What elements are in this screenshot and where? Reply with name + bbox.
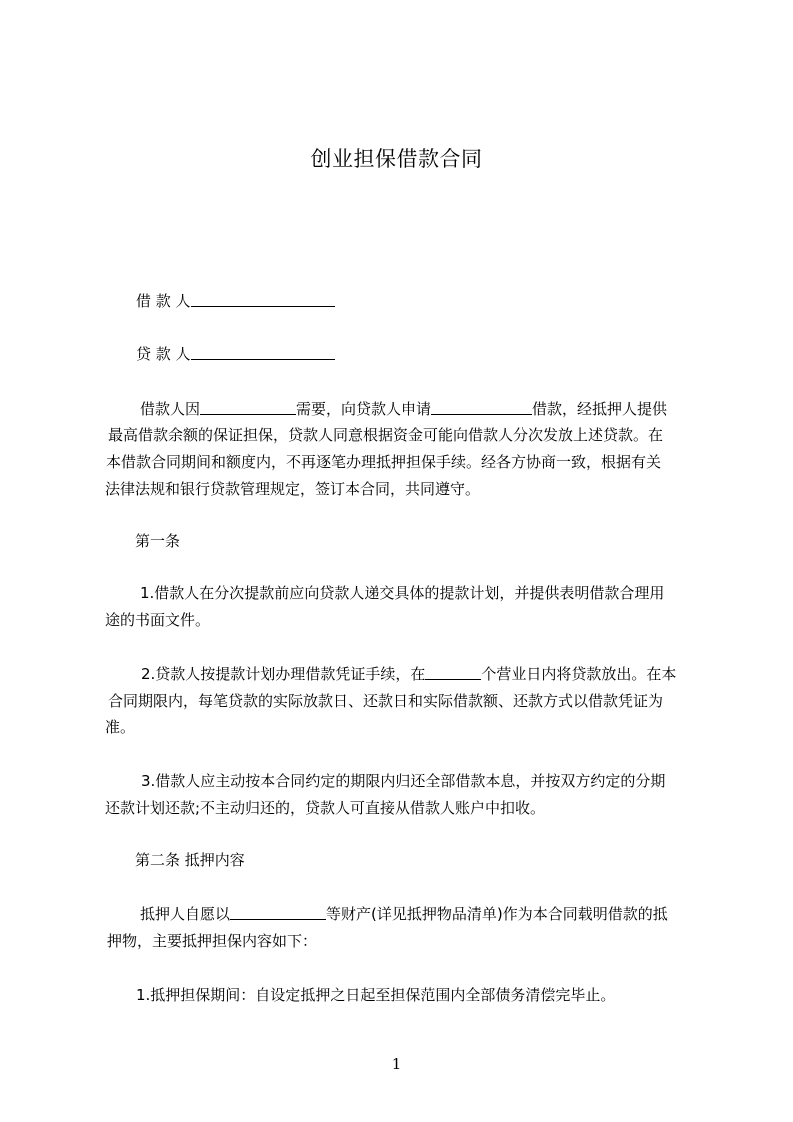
- business-days-blank: [425, 665, 481, 680]
- clause-2-seg-1: 2.贷款人按提款计划办理借款凭证手续，在: [141, 665, 426, 683]
- clause-3-line-1: 3.借款人应主动按本合同约定的期限内归还全部借款本息，并按双方约定的分期: [141, 772, 666, 790]
- article-2-item-1: 1.抵押担保期间：自设定抵押之日起至担保范围内全部债务清偿完毕止。: [136, 986, 616, 1004]
- article-2-heading: 第二条 抵押内容: [135, 851, 245, 869]
- intro-line-2: 最高借款余额的保证担保，贷款人同意根据资金可能向借款人分次发放上述贷款。在: [108, 426, 664, 444]
- lender-line: [136, 341, 335, 367]
- contract-title: 创业担保借款合同: [310, 147, 483, 171]
- amount-blank: [431, 400, 532, 415]
- intro-line-1: [140, 396, 667, 422]
- intro-line-4: 法律法规和银行贷款管理规定，签订本合同，共同遵守。: [105, 480, 481, 498]
- clause-1-line-1: 1.借款人在分次提款前应向贷款人递交具体的提款计划，并提供表明借款合理用: [140, 584, 665, 602]
- borrower-blank: [191, 292, 335, 307]
- collateral-blank: [230, 905, 326, 920]
- article-2-para-line-1: [140, 901, 668, 927]
- borrower-line: [136, 288, 335, 314]
- clause-1-line-2: 途的书面文件。: [105, 611, 211, 629]
- lender-label: 贷 款 人: [136, 345, 191, 363]
- article-1-heading: 第一条: [135, 532, 181, 550]
- intro-seg-2: 需要，向贷款人申请: [296, 400, 432, 418]
- intro-seg-1: 借款人因: [140, 400, 201, 418]
- clause-2-seg-2: 个营业日内将贷款放出。在本: [481, 665, 677, 683]
- article-2-seg-2: 等财产(详见抵押物品清单)作为本合同载明借款的抵: [326, 905, 668, 923]
- page-number: 1: [391, 1055, 402, 1073]
- lender-blank: [191, 345, 335, 360]
- clause-2-line-2: 合同期限内，每笔贷款的实际放款日、还款日和实际借款额、还款方式以借款凭证为: [108, 692, 664, 710]
- article-2-seg-1: 抵押人自愿以: [140, 905, 231, 923]
- clause-2-line-1: [141, 661, 676, 687]
- purpose-blank: [200, 400, 296, 415]
- borrower-label: 借 款 人: [136, 292, 191, 310]
- article-2-para-line-2: 押物，主要抵押担保内容如下：: [107, 932, 318, 950]
- clause-3-line-2: 还款计划还款;不主动归还的，贷款人可直接从借款人账户中扣收。: [105, 799, 546, 817]
- clause-2-line-3: 准。: [105, 718, 136, 736]
- intro-seg-3: 借款，经抵押人提供: [532, 400, 668, 418]
- intro-line-3: 本借款合同期间和额度内，不再逐笔办理抵押担保手续。经各方协商一致，根据有关: [106, 453, 662, 471]
